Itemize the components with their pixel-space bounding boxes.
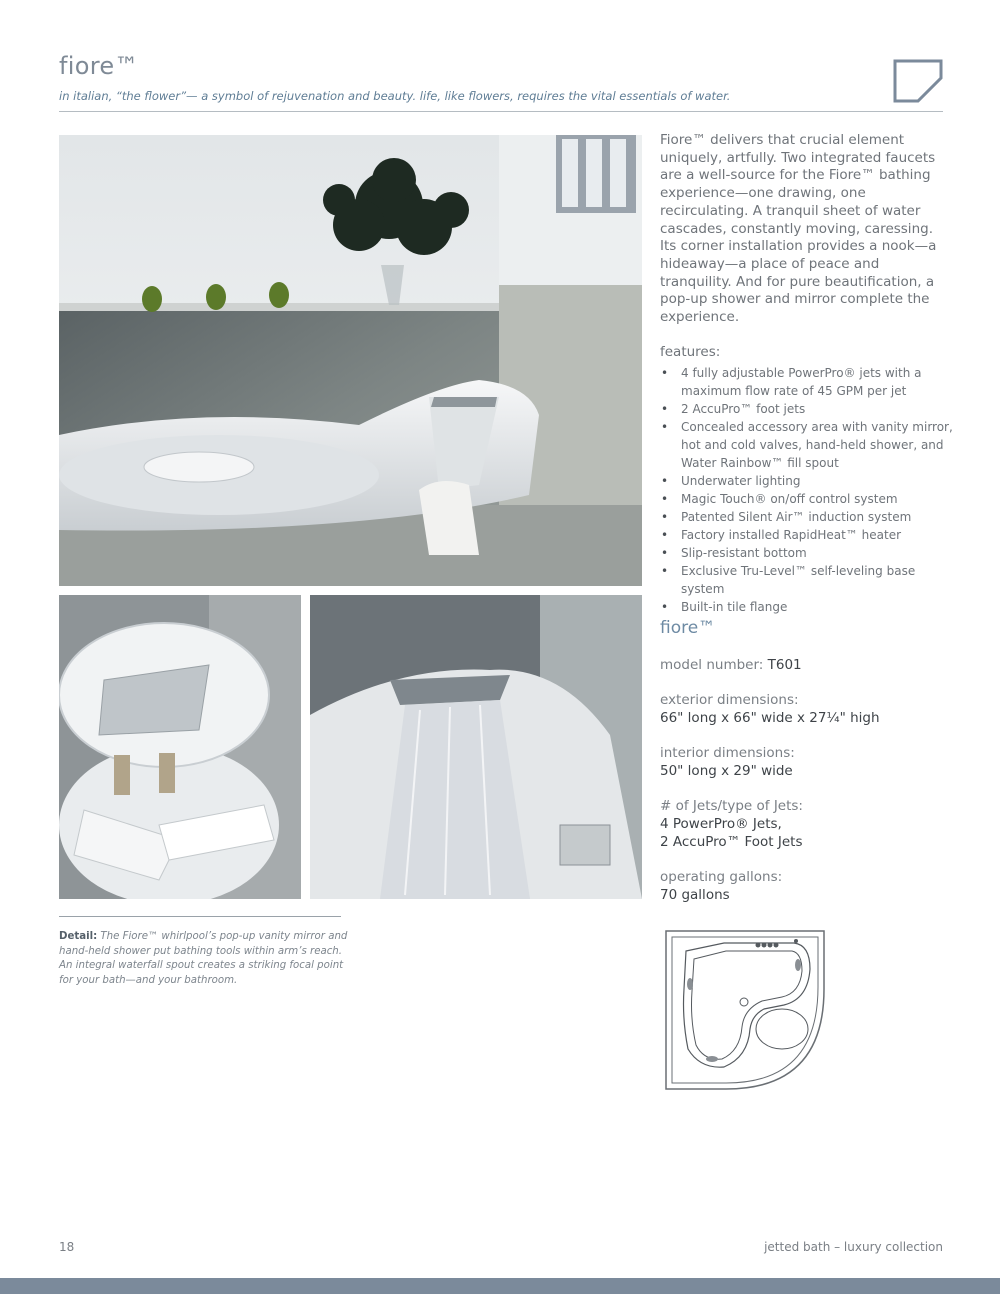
features-heading: features: [660,344,721,360]
main-tub-photo [59,135,642,586]
caption-lead: Detail: [59,931,98,942]
detail-caption [59,930,349,988]
operating-gallons-label: operating gallons: [660,869,783,885]
corner-tub-logo-icon [892,58,944,104]
feature-item: • 4 fully adjustable PowerPro® jets with a maximum flow rate of 45 GPM per jet [660,364,960,400]
feature-item: • Underwater lighting [660,472,960,490]
model-number-label: model number: [660,657,764,673]
tub-floorplan-diagram [664,929,826,1091]
product-description: Fiore™ delivers that crucial element uniquely, artfully. Two integrated faucets are a well-source for the Fiore™ bathing experience—one drawing, one recirculating. A tranquil sheet of water cascades, constantly moving, caressing. Its corner installation provides a nook—a hideaway—a place of peace and tranquility. And for pure beautification, a pop-up shower and mirror complete the experience. [660,132,937,326]
feature-item: • Patented Silent Air™ induction system [660,508,960,526]
vanity-mirror-photo [59,595,301,899]
waterfall-spout-photo [310,595,642,899]
features-list [660,364,960,616]
jets-value-accupro: 2 AccuPro™ Foot Jets [660,834,803,850]
spec-title: fiore™ [660,618,716,638]
feature-item: • Concealed accessory area with vanity mirror, hot and cold valves, hand-held shower, and Water Rainbow™ fill spout [660,418,960,472]
exterior-dimensions-label: exterior dimensions: [660,692,799,708]
page-tagline: in italian, “the flower”— a symbol of rejuvenation and beauty. life, like flowers, requires the vital essentials of water. [59,89,731,103]
caption-divider [59,916,341,917]
feature-item: • 2 AccuPro™ foot jets [660,400,960,418]
exterior-dimensions-value: 66" long x 66" wide x 27¼" high [660,710,880,726]
feature-item: • Slip-resistant bottom [660,544,960,562]
jets-value-powerpro: 4 PowerPro® Jets, [660,816,782,832]
caption-text: The Fiore™ whirlpool’s pop-up vanity mirror and hand-held shower put bathing tools within arm’s reach. An integral waterfall spout creates a striking focal point for your bath—and your bathroom. [59,931,348,986]
model-number-value: T601 [767,657,802,673]
footer-bar [0,1278,1000,1294]
page-number: 18 [59,1240,75,1254]
interior-dimensions-label: interior dimensions: [660,745,795,761]
collection-label: jetted bath – luxury collection [764,1240,943,1254]
feature-item: • Exclusive Tru-Level™ self-leveling base system [660,562,960,598]
feature-item: • Factory installed RapidHeat™ heater [660,526,960,544]
feature-item: • Built-in tile flange [660,598,960,616]
operating-gallons-value: 70 gallons [660,887,730,903]
model-number-row [660,657,802,673]
feature-item: • Magic Touch® on/off control system [660,490,960,508]
jets-label: # of Jets/type of Jets: [660,798,803,814]
page-title: fiore™ [59,52,139,80]
interior-dimensions-value: 50" long x 29" wide [660,763,793,779]
header-divider [59,111,943,112]
